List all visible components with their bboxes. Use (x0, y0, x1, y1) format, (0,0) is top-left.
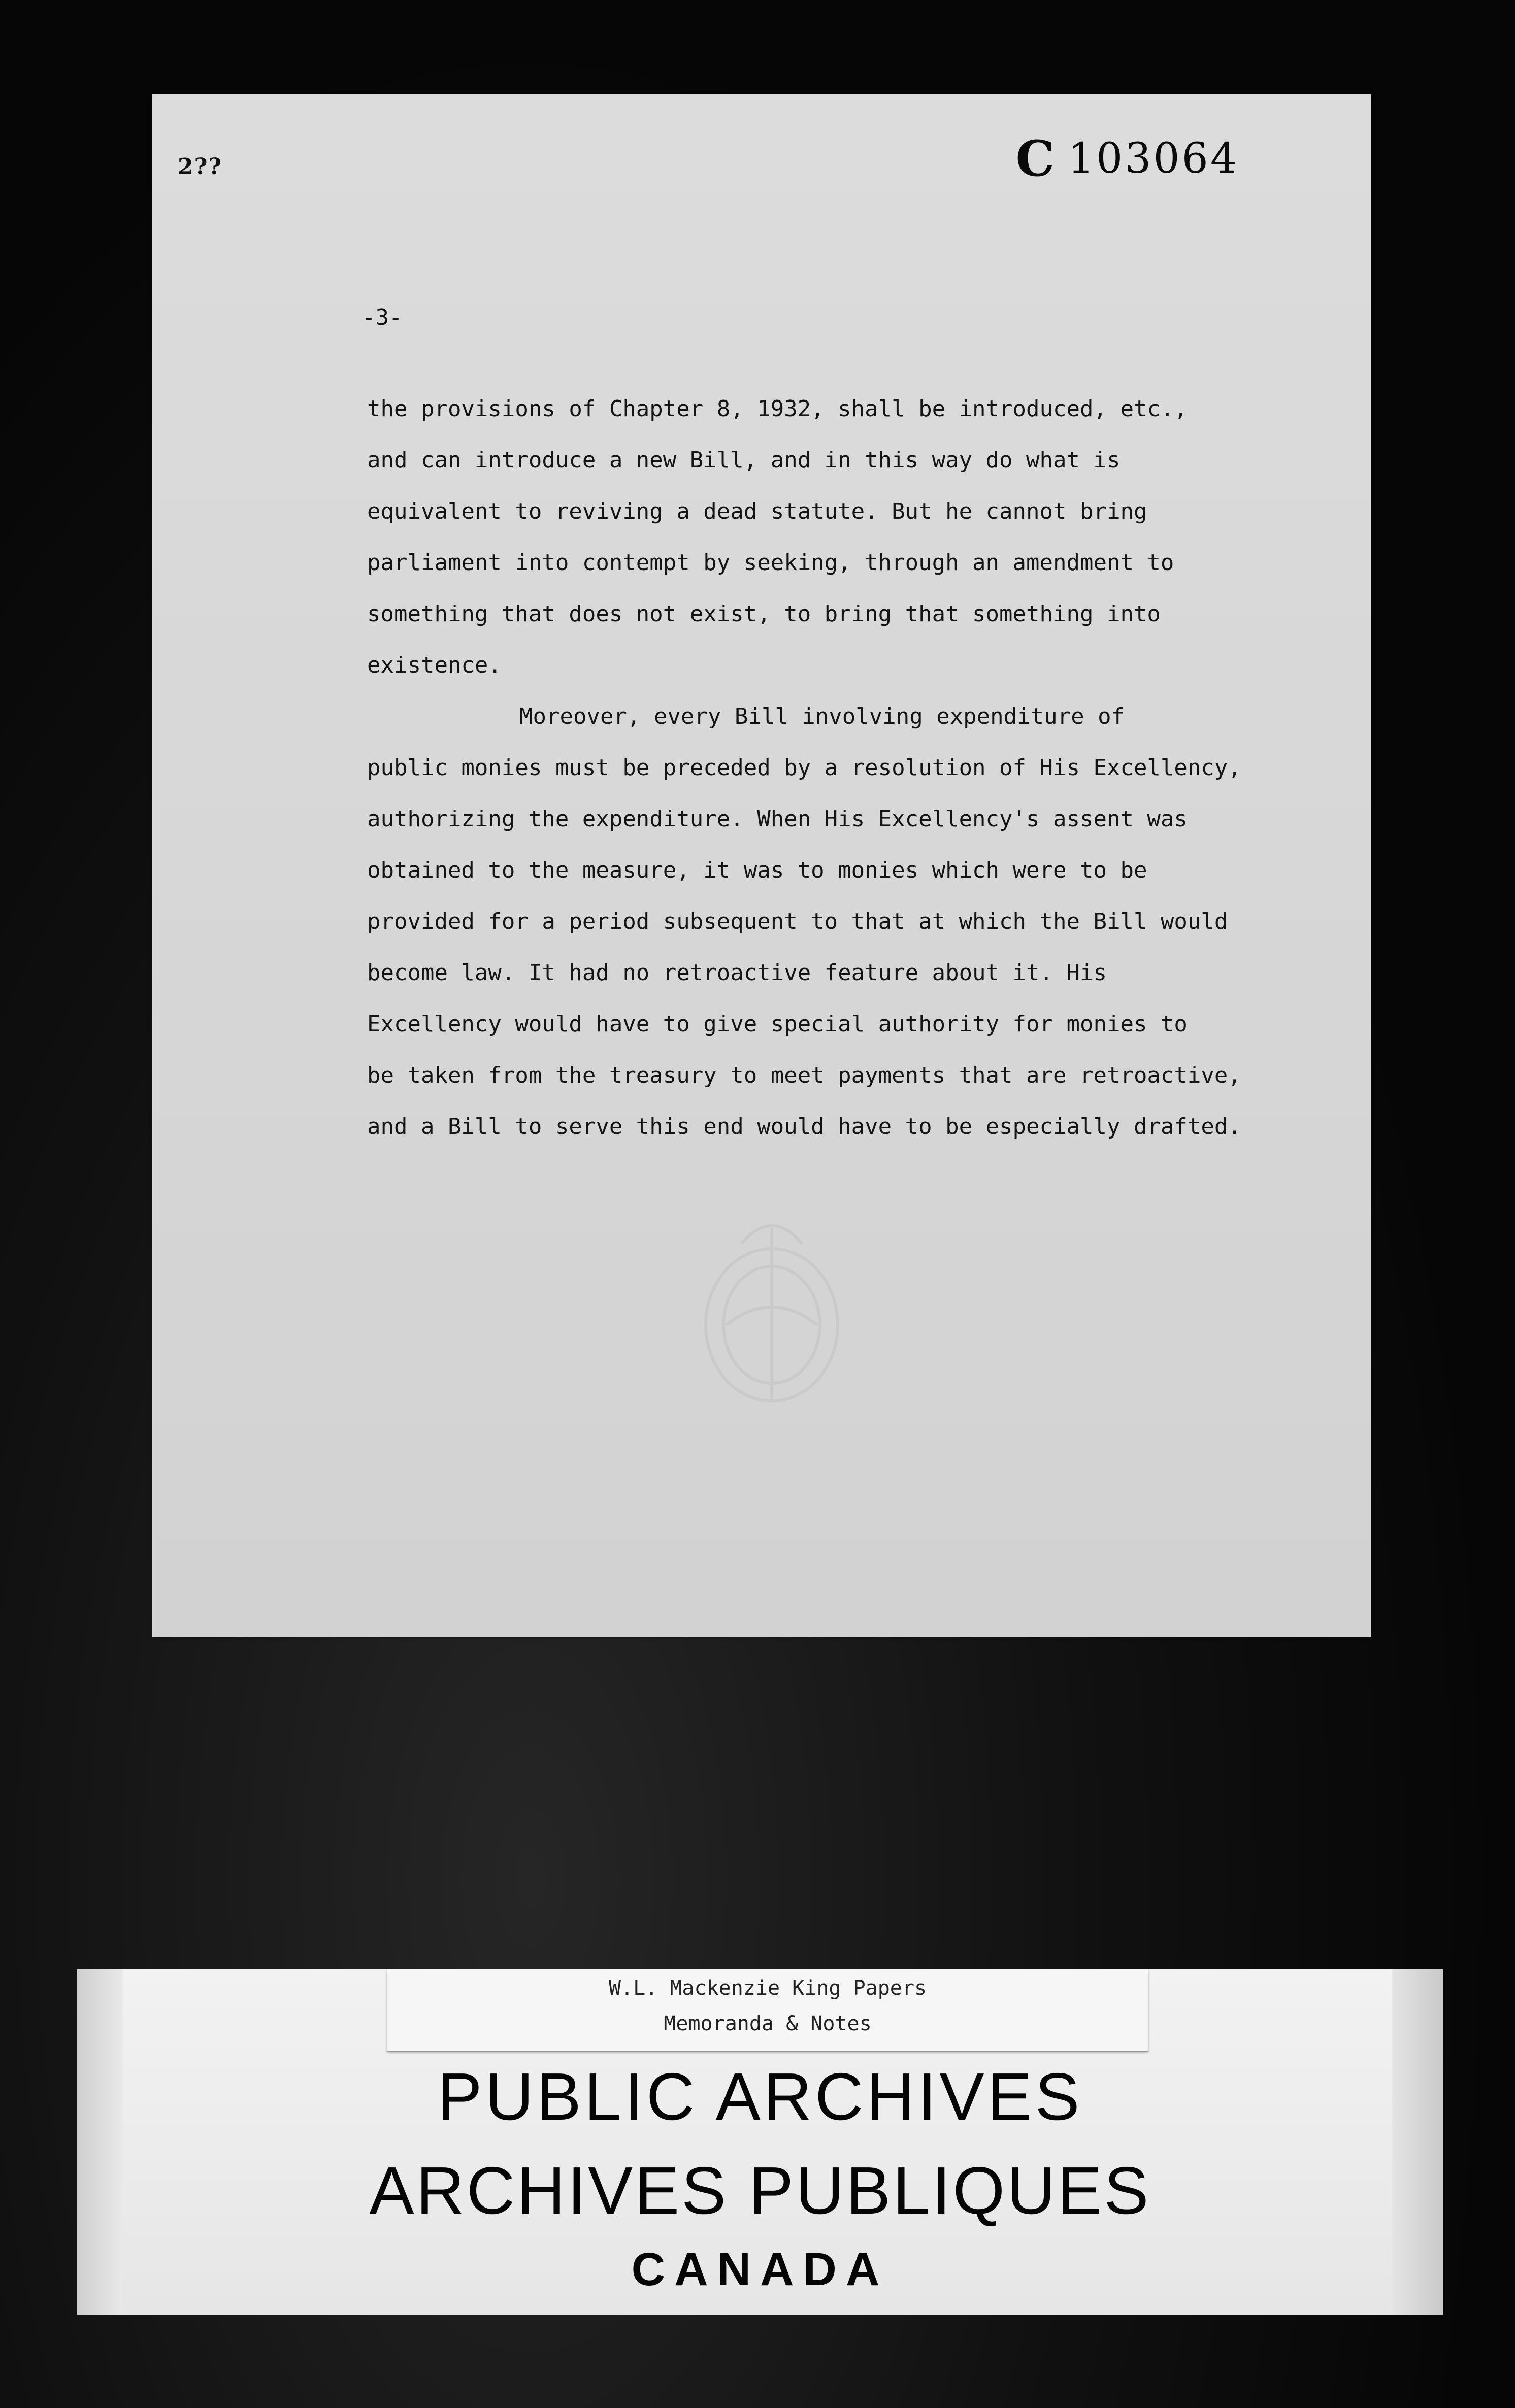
page-number: -3- (362, 305, 403, 330)
text-line: provided for a period subsequent to that at which the Bill would (367, 909, 1228, 934)
text-line: existence. (367, 652, 502, 678)
text-line: obtained to the measure, it was to monies which were to be (367, 857, 1147, 883)
text-line: Moreover, every Bill involving expenditure of (519, 704, 1125, 729)
text-line: be taken from the treasury to meet payments that are retroactive, (367, 1062, 1241, 1088)
text-line: authorizing the expenditure. When His Excellency's assent was (367, 806, 1188, 832)
text-line: parliament into contempt by seeking, through an amendment to (367, 550, 1174, 576)
stamp-prefix: C (1015, 130, 1055, 187)
text-line: and can introduce a new Bill, and in this way do what is (367, 447, 1121, 473)
text-line: and a Bill to serve this end would have to be especially drafted. (367, 1114, 1241, 1140)
body-text (367, 383, 1241, 1152)
archive-label (77, 1969, 1443, 2315)
collection-tag (387, 1969, 1148, 2052)
series-name: Memoranda & Notes (664, 2012, 872, 2035)
archive-title-english: PUBLIC ARCHIVES (437, 2059, 1083, 2134)
collection-name: W.L. Mackenzie King Papers (608, 1977, 927, 2000)
text-line: something that does not exist, to bring that something into (367, 601, 1161, 627)
text-line: become law. It had no retroactive feature about it. His (367, 960, 1107, 986)
document-page (152, 94, 1371, 1637)
stamp-number: 103064 (1067, 135, 1239, 183)
corner-mark: 2?? (178, 154, 223, 180)
text-line: public monies must be preceded by a resolution of His Excellency, (367, 755, 1241, 781)
archive-stamp (1015, 130, 1239, 187)
text-line: Excellency would have to give special authority for monies to (367, 1011, 1188, 1037)
archive-country: CANADA (631, 2244, 889, 2295)
text-line: equivalent to reviving a dead statute. But he cannot bring (367, 498, 1147, 524)
embossed-seal-icon (680, 1198, 863, 1411)
archive-title-french: ARCHIVES PUBLIQUES (369, 2153, 1151, 2228)
text-line: the provisions of Chapter 8, 1932, shall be introduced, etc., (367, 396, 1188, 422)
